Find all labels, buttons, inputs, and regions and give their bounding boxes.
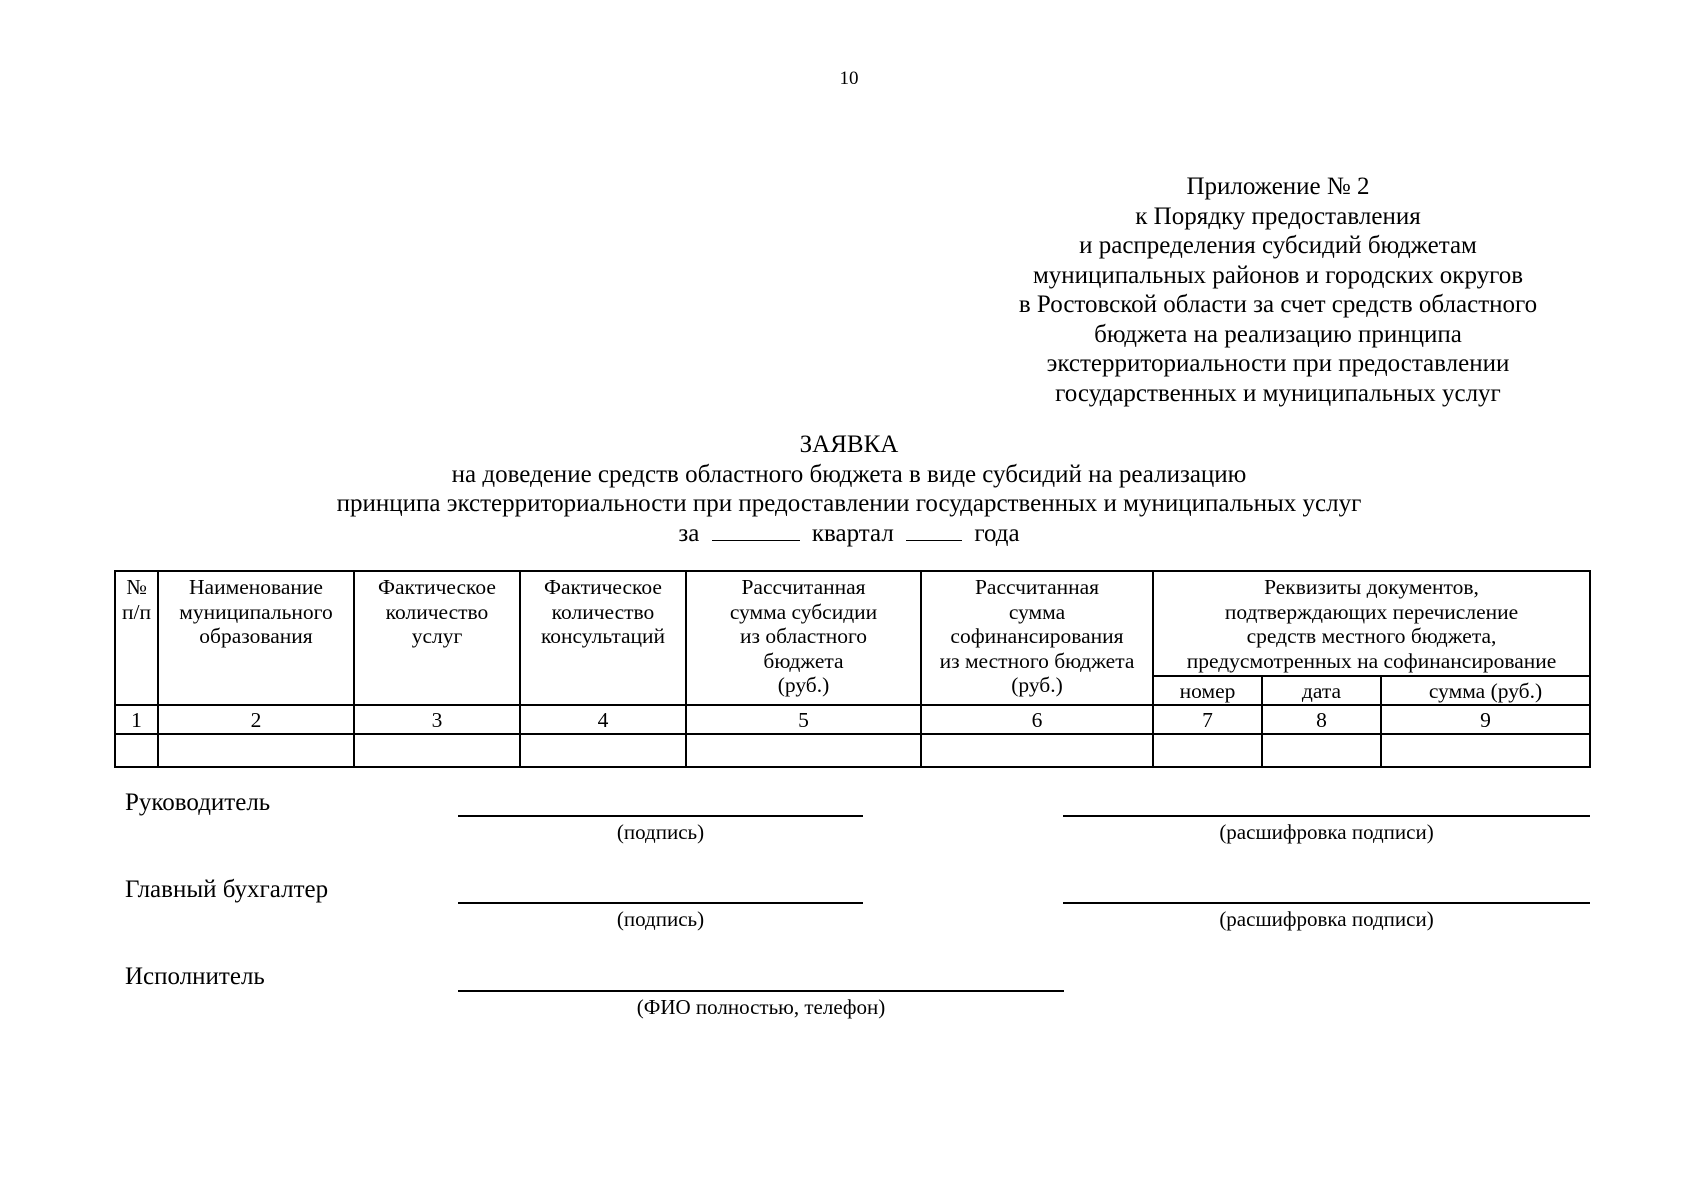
column-number: 7 [1153, 705, 1262, 734]
column-number: 9 [1381, 705, 1590, 734]
accountant-decoding-caption: (расшифровка подписи) [1219, 907, 1434, 931]
quarter-blank[interactable] [712, 539, 800, 541]
appendix-line: к Порядку предоставления [1135, 202, 1421, 230]
empty-cell[interactable] [158, 734, 354, 767]
empty-cell[interactable] [1153, 734, 1262, 767]
appendix-line: Приложение № 2 [1186, 173, 1370, 200]
head-decoding-line[interactable] [1063, 815, 1590, 817]
column-number: 8 [1262, 705, 1381, 734]
executor-label: Исполнитель [125, 963, 265, 990]
executor-line[interactable] [458, 990, 1064, 992]
header-index: № п/п [115, 571, 158, 705]
empty-cell[interactable] [520, 734, 686, 767]
empty-cell[interactable] [921, 734, 1153, 767]
empty-cell[interactable] [1262, 734, 1381, 767]
accountant-signature-caption: (подпись) [616, 907, 705, 931]
appendix-line: и распределения субсидий бюджетам [1079, 232, 1477, 259]
request-line-1: на доведение средств областного бюджета в виде субсидий на реализацию [451, 460, 1247, 488]
accountant-decoding-line[interactable] [1063, 902, 1590, 904]
column-number: 6 [921, 705, 1153, 734]
request-line-2: принципа экстерриториальности при предоставлении государственных и муниципальных услуг [336, 490, 1362, 517]
period-year: года [974, 519, 1020, 547]
empty-cell[interactable] [1381, 734, 1590, 767]
header-doc-sum: сумма (руб.) [1381, 676, 1590, 705]
period-prefix: за [678, 519, 700, 547]
appendix-line: в Ростовской области за счет средств областного [1018, 291, 1538, 318]
request-heading [0, 430, 1698, 548]
column-number: 3 [354, 705, 520, 734]
head-signature-caption: (подпись) [616, 820, 705, 844]
table-row [115, 734, 1590, 767]
executor-caption: (ФИО полностью, телефон) [636, 995, 886, 1019]
request-period [0, 519, 1698, 549]
head-signature-line[interactable] [458, 815, 863, 817]
column-number: 4 [520, 705, 686, 734]
header-document-details: Реквизиты документов, подтверждающих перечисление средств местного бюджета, предусмотренных на софинансирование [1153, 571, 1590, 676]
header-regional-subsidy: Рассчитанная сумма субсидии из областного бюджета (руб.) [686, 571, 921, 705]
appendix-line: бюджета на реализацию принципа [1094, 320, 1462, 348]
header-doc-date: дата [1262, 676, 1381, 705]
head-decoding-caption: (расшифровка подписи) [1219, 820, 1434, 844]
request-title: ЗАЯВКА [799, 431, 899, 458]
appendix-line: муниципальных районов и городских округов [1032, 261, 1524, 289]
head-label: Руководитель [125, 789, 271, 816]
header-consultations-count: Фактическое количество консультаций [520, 571, 686, 705]
empty-cell[interactable] [686, 734, 921, 767]
period-quarter: квартал [811, 519, 894, 547]
accountant-label: Главный бухгалтер [125, 876, 329, 903]
header-cofinancing: Рассчитанная сумма софинансирования из местного бюджета (руб.) [921, 571, 1153, 705]
appendix-line: государственных и муниципальных услуг [1055, 379, 1501, 407]
column-number: 2 [158, 705, 354, 734]
column-number: 1 [115, 705, 158, 734]
request-table [114, 570, 1591, 768]
empty-cell[interactable] [354, 734, 520, 767]
appendix-header [968, 172, 1588, 408]
appendix-line: экстерриториальности при предоставлении [1046, 350, 1510, 377]
header-municipality: Наименование муниципального образования [158, 571, 354, 705]
empty-cell[interactable] [115, 734, 158, 767]
year-blank[interactable] [906, 539, 962, 541]
accountant-signature-line[interactable] [458, 902, 863, 904]
column-number: 5 [686, 705, 921, 734]
header-services-count: Фактическое количество услуг [354, 571, 520, 705]
page-number: 10 [839, 68, 859, 89]
header-doc-number: номер [1153, 676, 1262, 705]
